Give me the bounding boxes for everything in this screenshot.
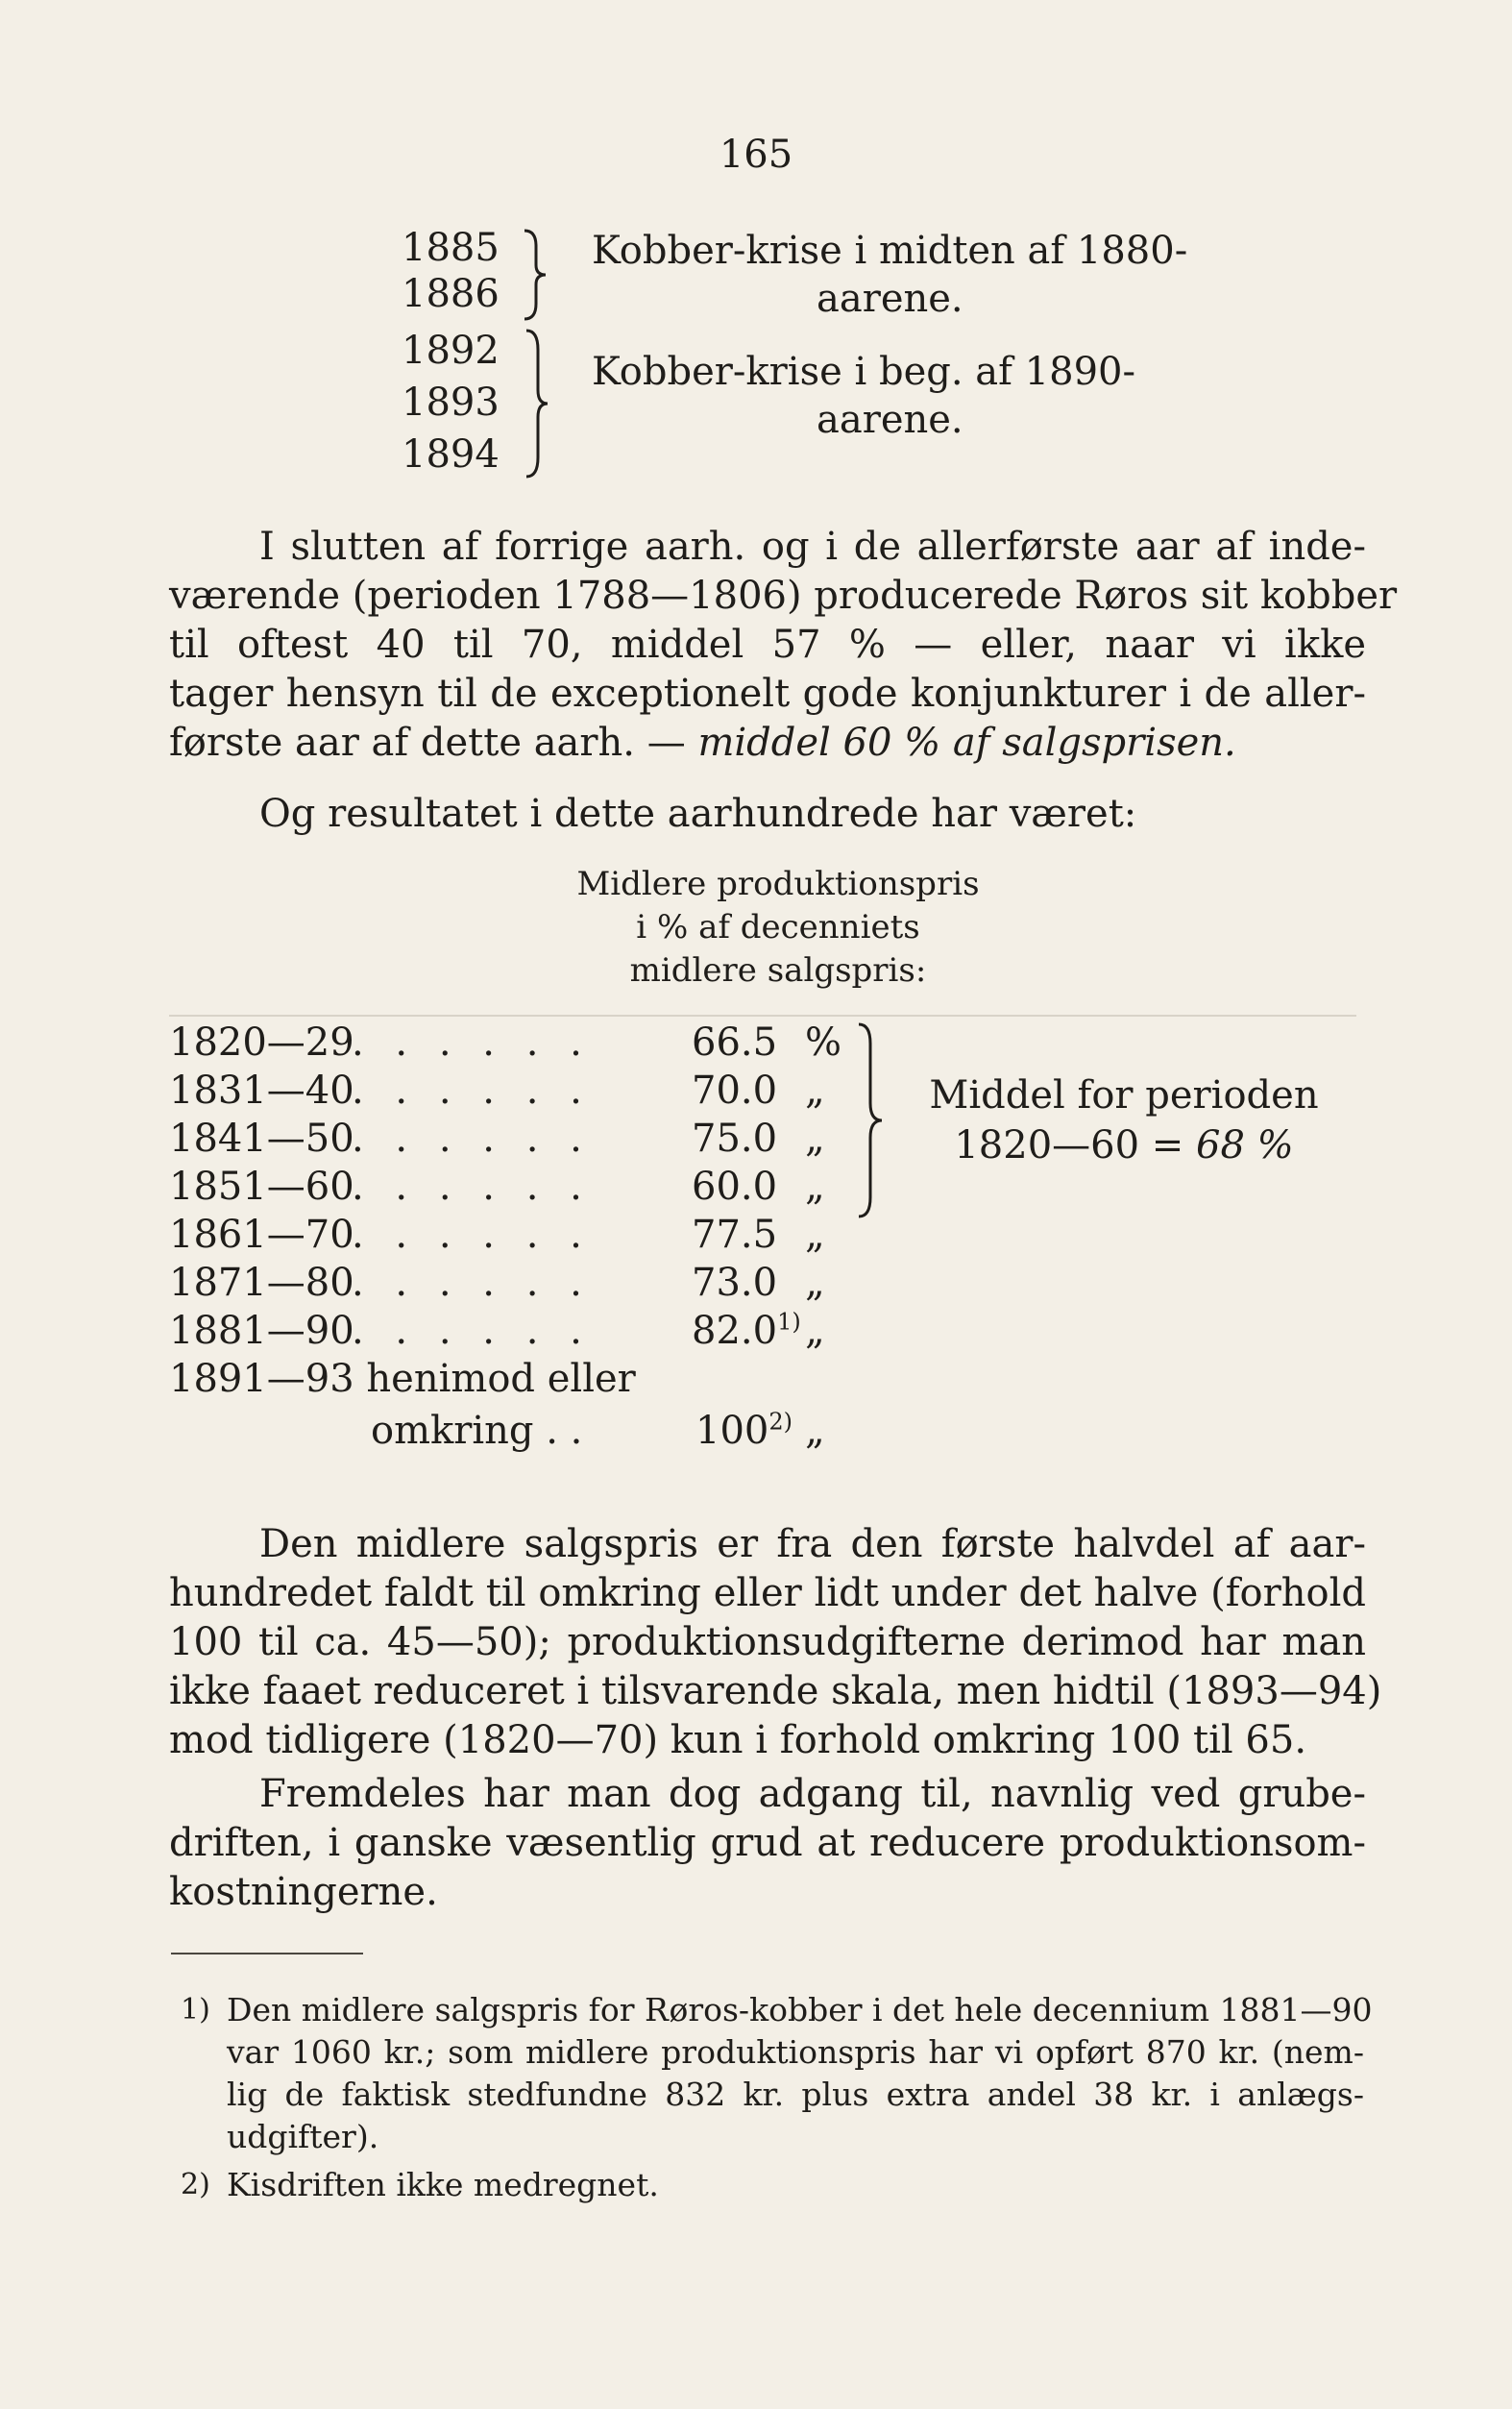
paragraph-3 (169, 1770, 1366, 1917)
average-note (893, 1070, 1354, 1170)
table-unit: „ (805, 1261, 825, 1305)
average-value: 68 % (1196, 1123, 1294, 1168)
average-note-line: Middel for perioden (929, 1073, 1319, 1118)
average-note-text: 1820—60 = (954, 1123, 1196, 1168)
column-heading-line: Midlere produktionspris (576, 865, 980, 903)
paragraph-line: mod tidligere (1820—70) kun i forhold omkring 100 til 65. (169, 1718, 1307, 1762)
table-value: 66.5 (692, 1020, 778, 1065)
table-period: 1820—29 (169, 1020, 354, 1065)
table-period: 1851—60 (169, 1165, 354, 1209)
table-dots: . . . . . . (352, 1117, 592, 1161)
paragraph-text: første aar af dette aarh. — (169, 721, 698, 765)
table-period: 1861—70 (169, 1213, 354, 1257)
footnote-ref: 1) (777, 1308, 801, 1336)
table-intro: Og resultatet i dette aarhundrede har været: (259, 792, 1137, 836)
column-heading (538, 863, 1018, 993)
footnote-line: var 1060 kr.; som midlere produktionspris har vi opført 870 kr. (nem- (227, 2033, 1364, 2071)
average-note-line (893, 1120, 1354, 1170)
table-value: 75.0 (692, 1117, 778, 1161)
paragraph-line (169, 719, 1366, 768)
table-dots: . . . . . . (352, 1165, 592, 1209)
brace-icon (853, 1020, 891, 1222)
crisis-years-group-1 (402, 225, 500, 317)
table-value (695, 1409, 888, 1453)
table-value: 70.0 (692, 1069, 778, 1113)
footnote-mark: 1) (181, 1993, 210, 2027)
footnote (173, 1989, 1373, 2158)
table-unit: „ (805, 1069, 825, 1113)
crisis-note-line: aarene. (817, 277, 963, 321)
paragraph-line: hundredet faldt til omkring eller lidt under det halve (forhold (169, 1571, 1366, 1615)
paragraph-line: kostningerne. (169, 1870, 438, 1914)
table-period: 1881—90 (169, 1309, 354, 1353)
table-period: omkring . . (371, 1409, 583, 1453)
table-dots: . . . . . . (352, 1069, 592, 1113)
paragraph-line: Fremdeles har man dog adgang til, navnlig ved grube- (259, 1772, 1366, 1816)
crisis-year: 1892 (402, 329, 500, 373)
footnote-line: Kisdriften ikke medregnet. (227, 2166, 659, 2203)
table-dots: . . . . . . (352, 1309, 592, 1353)
crisis-note-group-1 (592, 227, 1187, 323)
footnote-line: lig de faktisk stedfundne 832 kr. plus extra andel 38 kr. i anlægs- (227, 2076, 1364, 2113)
crisis-year: 1885 (402, 226, 500, 270)
table-period: 1831—40 (169, 1069, 354, 1113)
paragraph-line: tager hensyn til de exceptionelt gode konjunkturer i de aller- (169, 672, 1366, 716)
table-period: 1841—50 (169, 1117, 354, 1161)
table-dots: . . . . . . (352, 1213, 592, 1257)
footnote-line: udgifter). (227, 2118, 379, 2155)
crisis-year: 1886 (402, 272, 500, 316)
footnote-rule (171, 1953, 363, 1954)
table-value: 77.5 (692, 1213, 778, 1257)
column-heading-line: i % af decenniets (636, 908, 920, 946)
paragraph-2 (169, 1520, 1382, 1765)
table-value-number: 82.0 (692, 1309, 778, 1353)
paragraph-line: ikke faaet reduceret i tilsvarende skala, men hidtil (1893—94) (169, 1669, 1382, 1713)
crisis-note-group-2 (592, 348, 1135, 444)
table-unit: „ (805, 1213, 825, 1257)
table-unit: „ (805, 1165, 825, 1209)
column-heading-line: midlere salgspris: (629, 951, 927, 990)
table-value: 73.0 (692, 1261, 778, 1305)
table-unit: „ (805, 1117, 825, 1161)
crisis-note-line: aarene. (817, 398, 963, 442)
table-period: 1871—80 (169, 1261, 354, 1305)
footnotes (173, 1989, 1373, 2206)
crisis-year: 1893 (402, 381, 500, 425)
paragraph-line: I slutten af forrige aarh. og i de allerførste aar af inde- (259, 525, 1366, 569)
crisis-note-line: Kobber-krise i midten af 1880- (592, 229, 1188, 273)
crisis-note-line: Kobber-krise i beg. af 1890- (592, 350, 1135, 394)
paragraph-line: Den midlere salgspris er fra den første halvdel af aar- (259, 1522, 1366, 1566)
footnote (173, 2164, 1364, 2206)
footnote-ref: 2) (768, 1408, 793, 1436)
table-unit: „ (805, 1409, 825, 1453)
footnote-mark: 2) (181, 2168, 210, 2201)
footnote-line: Den midlere salgspris for Røros-kobber i det hele decennium 1881—90 (227, 1991, 1373, 2028)
paragraph-1 (169, 523, 1398, 768)
table-dots: . . . . . . (352, 1020, 592, 1065)
crisis-year: 1894 (402, 432, 500, 477)
table-value (692, 1309, 884, 1353)
paragraph-line: 100 til ca. 45—50); produktionsudgifterne derimod har man (169, 1620, 1366, 1664)
table-unit: „ (805, 1309, 825, 1353)
table-value: 60.0 (692, 1165, 778, 1209)
table-value-number: 100 (695, 1409, 769, 1453)
page-number: 165 (719, 133, 793, 177)
paragraph-italic-text: middel 60 % af salgsprisen. (697, 721, 1236, 765)
paragraph-line: til oftest 40 til 70, middel 57 % — eller, naar vi ikke (169, 623, 1366, 667)
paragraph-line: værende (perioden 1788—1806) producerede Røros sit kobber (169, 574, 1398, 618)
brace-icon (519, 327, 557, 480)
table-dots: . . . . . . (352, 1261, 592, 1305)
table-rule (169, 1015, 1356, 1017)
table-period: 1891—93 henimod eller (169, 1357, 636, 1401)
brace-icon (519, 227, 557, 323)
table-unit: % (805, 1020, 842, 1065)
paragraph-line: driften, i ganske væsentlig grud at reducere produktionsom- (169, 1821, 1366, 1865)
crisis-years-group-2 (402, 325, 500, 480)
